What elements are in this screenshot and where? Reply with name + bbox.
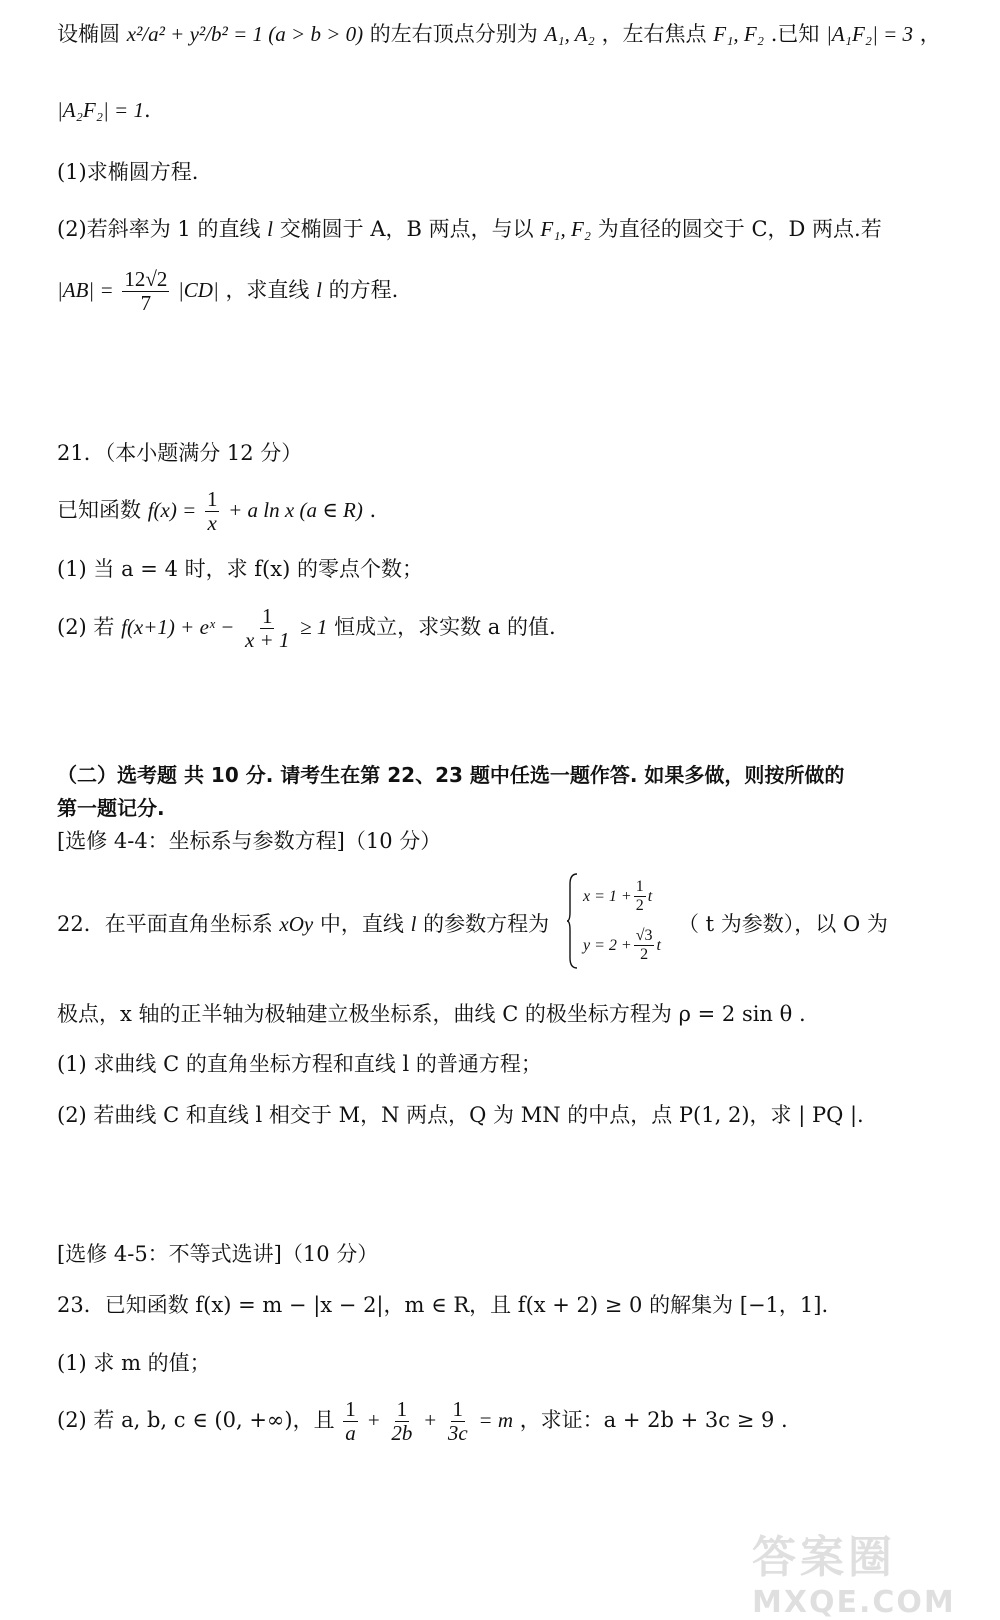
frac-2b-num: 1 bbox=[396, 1397, 408, 1421]
line-l-symbol: l bbox=[267, 217, 273, 241]
param-eq-y bbox=[583, 921, 661, 970]
q22-stem bbox=[57, 912, 549, 937]
eq2-t: t bbox=[656, 936, 661, 954]
frac-a-den: a bbox=[345, 1421, 356, 1446]
fx-label: f(x) = bbox=[147, 498, 197, 523]
q21-part2-expr: f(x+1) + eˣ − bbox=[121, 615, 235, 640]
q20-part2 bbox=[57, 217, 882, 242]
q23-part2: (2) 若 a, b, c ∈ (0, +∞)，且 $\frac{1}{a}$ + $\frac{1}{2b}$ + $\frac{1}{3c}$ = m ，求证：a + 2b + 3c ≥ 9 . bbox=[57, 1397, 788, 1446]
eq1-num: 1 bbox=[635, 878, 644, 896]
condition-a2f2: |A₂F₂| = 1 bbox=[57, 98, 144, 122]
q21-part2-ineq: ≥ 1 bbox=[300, 615, 328, 640]
q21-fraction bbox=[205, 488, 220, 535]
condition-a1f2: |A₁F₂| = 3 bbox=[826, 22, 914, 46]
site-watermark bbox=[752, 1521, 992, 1620]
q20-cond2-tail: . bbox=[143, 98, 151, 122]
q20-part2-prefix: (2)若斜率为 1 的直线 bbox=[57, 217, 261, 241]
q21-part1: (1) 当 a = 4 时，求 f(x) 的零点个数； bbox=[57, 557, 423, 581]
q20-cond2-line bbox=[57, 98, 151, 123]
eq1-t: t bbox=[647, 887, 653, 905]
q20-part2-mid: 交椭圆于 A，B 两点，与以 bbox=[279, 217, 534, 241]
q20-cond1-tail: ， bbox=[919, 22, 941, 46]
q21-part2-den: x + 1 bbox=[244, 628, 290, 653]
ab-length: |AB| = bbox=[57, 278, 114, 303]
q21-header: 21．（本小题满分 12 分） bbox=[57, 441, 303, 465]
watermark-top: 答案圈 bbox=[752, 1532, 896, 1583]
eq1-fraction bbox=[634, 878, 646, 914]
q20-ask-tail: 的方程. bbox=[328, 278, 399, 303]
q21-stem-tail: . bbox=[369, 498, 377, 523]
q21-part2-fraction bbox=[243, 605, 292, 652]
q20-intro bbox=[57, 22, 941, 47]
q21-part2-num: 1 bbox=[261, 604, 273, 628]
frac-2b-den: 2b bbox=[391, 1421, 413, 1446]
q23-frac-2b bbox=[389, 1398, 414, 1445]
watermark-bottom: MXQE.COM bbox=[752, 1585, 956, 1620]
q22-line2: 极点，x 轴的正半轴为极轴建立极坐标系，曲线 C 的极坐标方程为 ρ = 2 sin θ . bbox=[57, 1002, 806, 1026]
q20-intro-mid2: ，左右焦点 bbox=[601, 22, 707, 46]
eq1-den: 2 bbox=[635, 897, 644, 914]
eq2-fraction bbox=[634, 927, 655, 963]
q21-frac-num: 1 bbox=[206, 487, 218, 511]
q22-topic: [选修 4-4：坐标系与参数方程]（10 分） bbox=[57, 829, 442, 853]
q22-line-l: l bbox=[410, 912, 417, 936]
foci-label: F₁, F₂ bbox=[713, 22, 765, 46]
parametric-system bbox=[583, 872, 661, 970]
ratio-denominator: 7 bbox=[140, 291, 152, 316]
q22-part1: (1) 求曲线 C 的直角坐标方程和直线 l 的普通方程； bbox=[57, 1052, 542, 1076]
q23-part2-eq: = m bbox=[478, 1408, 513, 1433]
section2-line1: （二）选考题 共 10 分. 请考生在第 22、23 题中任选一题作答. 如果多做，则按所做的 bbox=[57, 763, 845, 787]
system-brace bbox=[566, 872, 578, 970]
q23-frac-a bbox=[343, 1398, 358, 1445]
q20-part2-condition bbox=[57, 268, 398, 315]
ellipse-equation: x²/a² + y²/b² = 1 (a > b > 0) bbox=[126, 22, 364, 46]
q22-stem-mid: 中，直线 bbox=[319, 912, 404, 936]
frac-3c-den: 3c bbox=[447, 1421, 468, 1446]
fx-rest: + a ln x (a ∈ R) bbox=[228, 498, 363, 523]
q23-frac-3c bbox=[446, 1398, 470, 1445]
q20-part2-foci: F₁, F₂ bbox=[540, 217, 592, 241]
q23-stem: 23．已知函数 f(x) = m − |x − 2|，m ∈ R，且 f(x + 2) ≥ 0 的解集为 [−1，1]. bbox=[57, 1293, 829, 1317]
frac-a-num: 1 bbox=[345, 1397, 356, 1421]
cd-length: |CD| bbox=[178, 278, 219, 303]
q21-part2-prefix: (2) 若 bbox=[57, 615, 115, 640]
xoy-symbol: xOy bbox=[279, 912, 314, 936]
q23-topic: [选修 4-5：不等式选讲]（10 分） bbox=[57, 1242, 379, 1266]
frac-3c-num: 1 bbox=[452, 1397, 464, 1421]
q22-part2: (2) 若曲线 C 和直线 l 相交于 M，N 两点，Q 为 MN 的中点，点 P(1, 2)，求 | PQ |. bbox=[57, 1103, 864, 1127]
q21-part2-tail: 恒成立，求实数 a 的值. bbox=[334, 615, 556, 640]
q21-frac-den: x bbox=[207, 511, 217, 536]
q20-part1: (1)求椭圆方程. bbox=[57, 160, 199, 184]
q23-part2-prefix: (2) 若 a, b, c ∈ (0, +∞)，且 bbox=[57, 1408, 335, 1433]
q20-intro-known: .已知 bbox=[770, 22, 820, 46]
q21-stem-prefix: 已知函数 bbox=[57, 498, 141, 523]
q20-part2-tail: 为直径的圆交于 C，D 两点.若 bbox=[597, 217, 882, 241]
q20-intro-prefix: 设椭圆 bbox=[57, 22, 120, 46]
q23-part2-tail: ，求证：a + 2b + 3c ≥ 9 . bbox=[519, 1408, 788, 1433]
eq2-left: y = 2 + bbox=[583, 936, 632, 954]
line-l-symbol-2: l bbox=[316, 278, 322, 303]
q23-part1: (1) 求 m 的值； bbox=[57, 1351, 211, 1375]
section2-line2: 第一题记分. bbox=[57, 796, 165, 820]
q21-stem bbox=[57, 488, 376, 535]
eq2-den: 2 bbox=[640, 946, 649, 963]
eq2-num: √3 bbox=[635, 927, 653, 945]
ab-cd-ratio bbox=[122, 268, 169, 315]
q20-intro-mid: 的左右顶点分别为 bbox=[369, 22, 538, 46]
q22-stem-prefix: 22．在平面直角坐标系 bbox=[57, 912, 273, 936]
q22-param-note: （ t 为参数），以 O 为 bbox=[678, 912, 888, 936]
q22-stem-mid2: 的参数方程为 bbox=[423, 912, 550, 936]
param-eq-x bbox=[583, 872, 661, 921]
q21-part2 bbox=[57, 605, 556, 652]
vertices-label: A₁, A₂ bbox=[544, 22, 595, 46]
eq1-left: x = 1 + bbox=[583, 887, 632, 905]
ratio-numerator: 12√2 bbox=[124, 267, 168, 291]
q20-ask: ，求直线 bbox=[225, 278, 310, 303]
